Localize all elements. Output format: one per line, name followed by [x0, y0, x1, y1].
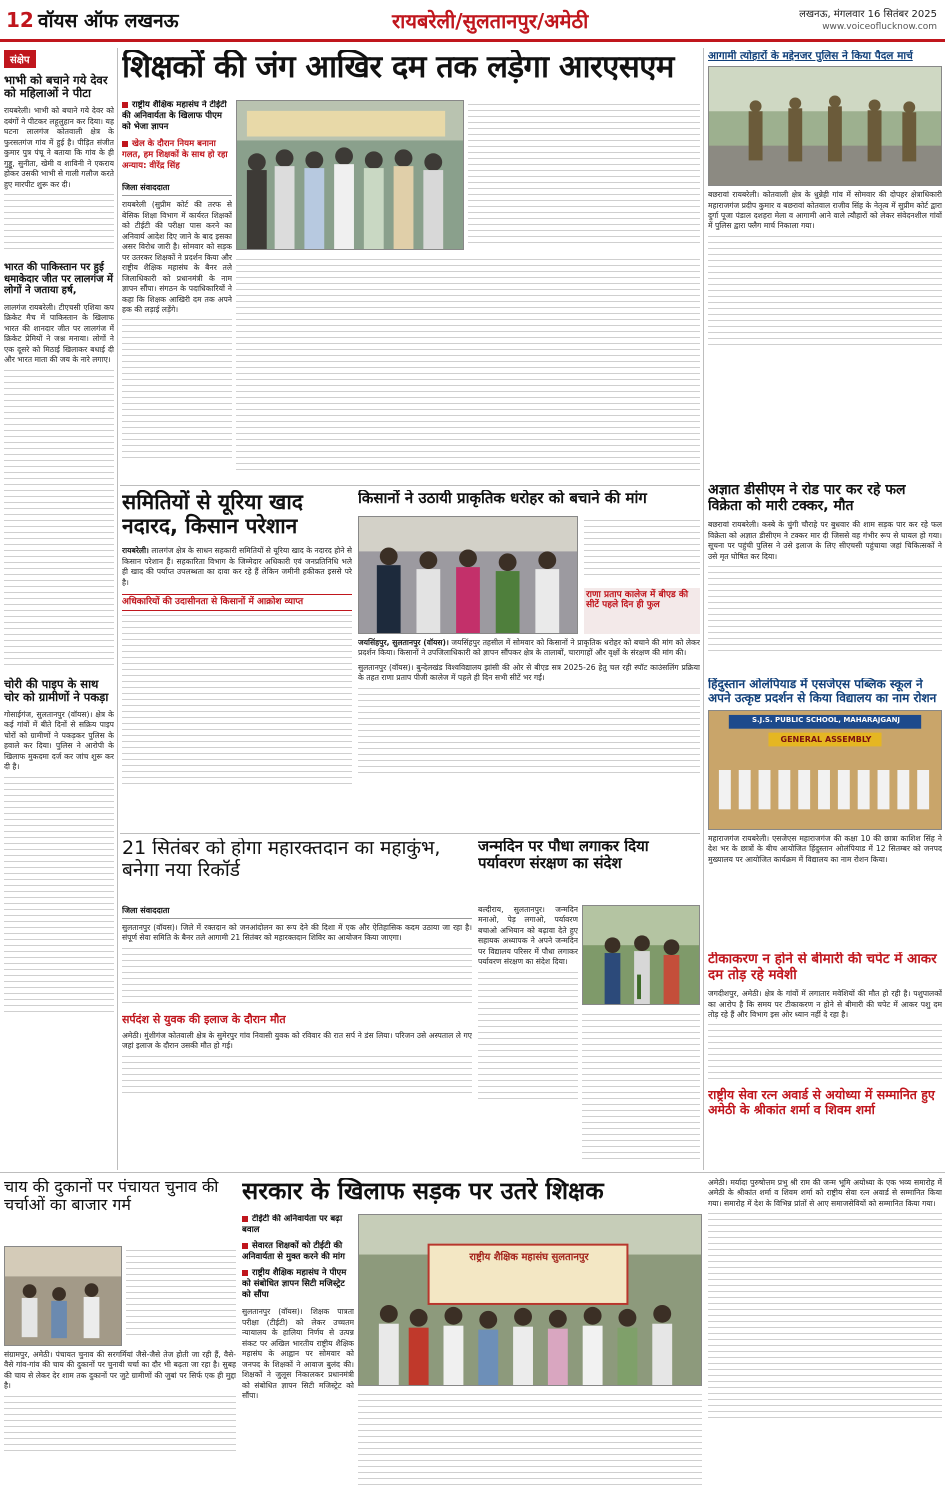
right-school-story: [708, 678, 942, 950]
police-headline: आगामी त्योहारों के मद्देनजर पुलिस ने किया पैदल मार्च: [708, 50, 913, 62]
heritage-body: [358, 638, 700, 830]
rana-story-box: [584, 588, 700, 634]
lead-text: रायबरेली (सुप्रीम कोर्ट की तरफ से बेसिक शिक्षा विभाग में कार्यरत शिक्षकों को टीईटी की परीक्षा पास करने का अनिवार्य आदेश दिए जाने के बाद इसका असर विरोध जारी है। सोमवार को सड़क पर उतरकर शिक्षकों ने प्रदर्शन किया और राष्ट्रीय शैक्षिक महासंघ के बैनर तले जिलाधिकारी को प्रधानमंत्री के नाम ज्ञापन सौंपा। संगठन के पदाधिकारियों ने कहा कि शिक्षक आखिरी दम तक अपने हक की लड़ाई लड़ेंगे।: [122, 200, 232, 314]
snake-text: अमेठी। मुंशीगंज कोतवाली क्षेत्र के सुमेरपुर गांव निवासी युवक को रविवार की रात सर्प ने डंस लिया। परिजन उसे अस्पताल ले गए जहां इलाज के दौरान उसकी मौत हो गई।: [122, 1030, 472, 1051]
paper-name: वॉयस ऑफ लखनऊ: [38, 10, 179, 32]
assembly-banner: GENERAL ASSEMBLY: [780, 734, 872, 744]
lead-sidebar: [122, 100, 232, 480]
row-rule: [0, 1172, 945, 1173]
school-photo: [708, 710, 942, 830]
tea-photo: [4, 1246, 122, 1346]
lead-bullet-2: खेल के दौरान नियम बनाना गलत, हम शिक्षकों के साथ हो रहा अन्याय: वीरेंद्र सिंह: [122, 139, 228, 172]
accident-headline: अज्ञात डीसीएम ने रोड पार कर रहे फल विक्रेता को मारी टक्कर, मौत: [708, 482, 906, 515]
lead-bullet-1: राष्ट्रीय शैक्षिक महासंघ ने टीईटी की अनिवार्यता के खिलाफ पीएम को भेजा ज्ञापन: [122, 100, 227, 133]
heritage-photo: [358, 516, 578, 634]
tea-story: [4, 1350, 236, 1496]
date-line: लखनऊ, मंगलवार 16 सितंबर 2025: [799, 9, 937, 20]
school-assembly-image: [709, 711, 941, 829]
urea-dateline: रायबरेली।: [122, 546, 149, 556]
rally-banner: राष्ट्रीय शैक्षिक महासंघ सुलतानपुर: [469, 1252, 589, 1263]
blood-headline: 21 सितंबर को होगा महारक्तदान का महाकुंभ, बनेगा नया रिकॉर्ड: [122, 838, 441, 881]
heritage-text: जयसिंहपुर, सुलतानपुर (वॉयस)। जयसिंहपुर तहसील में सोमवार को किसानों ने प्राकृतिक धरोहर को बचाने की मांग को लेकर प्रदर्शन किया। किसानों ने उपजिलाधिकारी को ज्ञापन सौंपकर क्षेत्र के तालाबों, चारागाहों और वृक्षों के संरक्षण की मांग की।: [358, 638, 700, 658]
tea-headline: चाय की दुकानों पर पंचायत चुनाव की चर्चाओं का बाजार गर्म: [4, 1178, 219, 1215]
protest-photo: [358, 1214, 702, 1386]
column-rule: [117, 48, 118, 1170]
right-accident-story: [708, 482, 942, 677]
birthday-continued: [582, 1010, 700, 1167]
rana-headline: राणा प्रताप कालेज में बीएड की सीटें पहले दिन ही फुल: [586, 590, 689, 611]
urea-text: रायबरेली। लालगंज क्षेत्र के साधन सहकारी समितियों से यूरिया खाद के नदारद होने से किसान परेशान हैं। सहकारिता विभाग के जिम्मेदार अधिकारी एवं जनप्रतिनिधि भले ही खाद की पर्याप्त उपलब्धता का दावा कर रहे हैं लेकिन जमीनी हकीकत इससे परे है।: [122, 546, 352, 587]
right-police-story: [708, 50, 942, 480]
farmers-memorandum-image: [359, 517, 577, 633]
blood-dateline: जिला संवाददाता: [122, 905, 472, 919]
brief-text-3: गोसाईगंज, सुलतानपुर (वॉयस)। क्षेत्र के कई गांवों में बीते दिनों से सक्रिय पाइप चोरों को ग्रामीणों ने पकड़कर पुलिस के हवाले कर दिया। पुलिस ने आरोपी के खिलाफ मुकदमा दर्ज कर जांच शुरू कर दी है।: [4, 709, 114, 772]
lead-continued: [468, 100, 700, 250]
protest-bullet-1: टीईटी की अनिवार्यता पर बढ़ा बवाल: [242, 1214, 343, 1236]
urea-headline: समितियों से यूरिया खाद नदारद, किसान परेशान: [122, 490, 303, 539]
protest-headline: सरकार के खिलाफ सड़क पर उतरे शिक्षक: [242, 1178, 604, 1205]
school-text: महाराजगंज रायबरेली। एसजेएस महाराजगंज की कक्षा 10 की छात्रा काशिश सिंह ने देश भर के छात्रों के बीच आयोजित हिंदुस्तान ओलंपियाड में 12 सितम्बर को जनपद मुख्यालय पर आयोजित कार्यक्रम में विद्यालय का नाम रोशन किया।: [708, 833, 942, 864]
police-text: बछरावां रायबरेली। कोतवाली क्षेत्र के धुन्नेही गांव में सोमवार की दोपहर क्षेत्राधिकारी महाराजगंज प्रदीप कुमार व बछरावां कोतवाल राजीव सिंह के नेतृत्व में सुप्रीम कोर्ट द्वारा दुर्गा पूजा पंडाल दशहरा मेला व आगामी आने वाले त्यौहारों को लेकर संवेदनशील गांवों में पुलिस द्वारा फ्लैग मार्च निकाला गया।: [708, 190, 942, 231]
urea-story: [122, 490, 352, 828]
award-headline: राष्ट्रीय सेवा रत्न अवार्ड से अयोध्या में सम्मानित हुए अमेठी के श्रीकांत शर्मा व शिवम शर्मा: [708, 1087, 935, 1117]
birthday-photo: [582, 905, 700, 1005]
lead-headline: शिक्षकों की जंग आखिर दम तक लड़ेगा आरएसएम: [122, 50, 674, 85]
teachers-rally-image: [359, 1215, 701, 1385]
birthday-story: [478, 905, 578, 1167]
right-vaccine-story: [708, 952, 942, 1172]
brief-text-2: लालगंज रायबरेली। टीएचसी एशिया कप क्रिकेट मैच में पाकिस्तान के खिलाफ भारत की शानदार जीत पर लालगंज में क्रिकेट प्रेमियों ने जश्न मनाया। लोगों ने एक दूसरे को मिठाई खिलाकर बधाई दी और भारत माता की जय के नारे लगाए।: [4, 302, 114, 365]
award-story: [708, 1178, 942, 1496]
police-march-image: [709, 67, 941, 185]
school-headline: हिंदुस्तान ओलंपियाड में एसजेएस पब्लिक स्कूल ने अपने उत्कृष्ट प्रदर्शन से किया विद्यालय का नाम रोशन: [708, 678, 937, 705]
rana-text: सुलतानपुर (वॉयस)। बुन्देलखंड विश्वविद्यालय झांसी की ओर से बीएड सत्र 2025-26 हेतु चल रही स्पॉट काउंसलिंग प्रक्रिया के तहत राणा प्रताप पीजी कालेज में पहले ही दिन सभी सीटें भर गईं।: [358, 662, 700, 683]
protest-headline-box: [242, 1178, 702, 1210]
vaccine-headline: टीकाकरण न होने से बीमारी की चपेट में आकर दम तोड़ रहे मवेशी: [708, 952, 937, 983]
tea-headline-box: [4, 1178, 236, 1242]
brief-headline-1: भाभी को बचाने गये देवर को महिलाओं ने पीटा: [4, 73, 108, 101]
heritage-dateline: जयसिंहपुर, सुलतानपुर (वॉयस)।: [358, 638, 449, 647]
left-briefs-column: [4, 48, 114, 1166]
protest-text: सुलतानपुर (वॉयस)। शिक्षक पात्रता परीक्षा (टीईटी) को लेकर उच्चतम न्यायालय के हालिया निर्णय से उत्पन्न संकट पर अखिल भारतीय राष्ट्रीय शैक्षिक महासंघ के आह्वान पर सोमवार को जनपद के शिक्षकों ने आवाज बुलंद की। शिक्षकों ने जुलूस निकालकर प्रधानमंत्री को संबोधित ज्ञापन सिटी मजिस्ट्रेट को सौंपा।: [242, 1307, 354, 1401]
column-rule: [703, 48, 704, 1170]
lead-dateline: जिला संवाददाता: [122, 182, 232, 196]
birthday-headline-box: [478, 838, 700, 898]
brief-headline-2: भारत की पाकिस्तान पर हुई धमाकेदार जीत पर लालगंज में लोगों ने जताया हर्ष,: [4, 262, 113, 297]
tea-side-text: [126, 1246, 236, 1346]
accident-text: बछरावां रायबरेली। कस्बे के चुंगी चौराहे पर बुधवार की शाम सड़क पार कर रहे फल विक्रेता को अज्ञात डीसीएम ने टक्कर मार दी जिससे वह गंभीर रूप से घायल हो गया। सूचना पर पहुंची पुलिस ने उसे इलाज के लिए सीएचसी पहुंचाया जहां चिकित्सकों ने उसे मृत घोषित कर दिया।: [708, 520, 942, 561]
heritage-headline-box: [358, 490, 700, 514]
page-number: 12: [6, 8, 34, 32]
protest-crowd-image: [237, 101, 463, 249]
row-rule: [120, 485, 700, 486]
blood-story: [122, 905, 472, 1167]
brief-text-1: रायबरेली। भाभी को बचाने गये देवर को दबंगों ने पीटकर लहूलुहान कर दिया। यह घटना लालगंज कोतवाली क्षेत्र के फुरसतगंज गांव में हुई है। पीड़ित संजीत कुमार पुत्र पंचू ने बताया कि गांव के ही गुड्डू, सुनीता, खेमी व शाविनी ने एकराय होकर उसकी भाभी से गाली गलौज करते हुए मारपीट शुरू कर दी।: [4, 106, 114, 189]
lead-photo: [236, 100, 464, 250]
birthday-headline: जन्मदिन पर पौधा लगाकर दिया पर्यावरण संरक्षण का संदेश: [478, 838, 649, 873]
urea-subhead: अधिकारियों की उदासीनता से किसानों में आक्रोश व्याप्त: [122, 594, 352, 610]
blood-headline-box: [122, 838, 472, 898]
website: www.voiceoflucknow.com: [822, 22, 937, 32]
lead-body-columns: [236, 255, 700, 480]
heritage-headline: किसानों ने उठायी प्राकृतिक धरोहर को बचाने की मांग: [358, 490, 647, 507]
heritage-continued: [584, 516, 700, 586]
brief-headline-3: चोरी की पाइप के साथ चोर को ग्रामीणों ने पकड़ा: [4, 676, 109, 704]
section-title: रायबरेली/सुलतानपुर/अमेठी: [392, 9, 589, 33]
lead-headline-box: [122, 50, 700, 94]
masthead: [0, 0, 945, 42]
birthday-text: बल्दीराय, सुलतानपुर। जन्मदिन मनाओ, पेड़ लगाओ, पर्यावरण बचाओ अभियान को बढ़ावा देते हुए सहायक अध्यापक ने अपने जन्मदिन पर विद्यालय परिसर में पौधा लगाकर पर्यावरण संरक्षण का संदेश दिया।: [478, 905, 578, 967]
snake-headline: सर्पदंश से युवक की इलाज के दौरान मौत: [122, 1012, 286, 1026]
protest-sidebar: [242, 1214, 354, 1496]
protest-bullet-3: राष्ट्रीय शैक्षिक महासंघ ने पीएम को संबोधित ज्ञापन सिटी मजिस्ट्रेट को सौंपा: [242, 1268, 347, 1301]
protest-bullet-2: सेवारत शिक्षकों को टीईटी की अनिवार्यता से मुक्त करने की मांग: [242, 1241, 345, 1263]
tree-planting-image: [583, 906, 699, 1004]
police-photo: [708, 66, 942, 186]
blood-text: सुलतानपुर (वॉयस)। जिले में रक्तदान को जनआंदोलन का रूप देने की दिशा में एक और ऐतिहासिक कदम उठाया जा रहा है। संपूर्ण सेवा समिति के बैनर तले आगामी 21 सितंबर को महारक्तदान शिविर का आयोजन किया जाएगा।: [122, 923, 472, 943]
tea-text: संग्रामपुर, अमेठी। पंचायत चुनाव की सरगर्मियां जैसे-जैसे तेज होती जा रही हैं, वैसे-वैसे गांव-गांव की चाय की दुकानों पर चुनावी चर्चा का दौर भी बढ़ता जा रहा है। सुबह की चाय से लेकर देर शाम तक दुकानों पर जुटे ग्रामीणों की जुबां पर सिर्फ एक ही मुद्दा है।: [4, 1350, 236, 1391]
tea-stall-image: [5, 1247, 121, 1345]
row-rule: [120, 833, 700, 834]
protest-body: [358, 1390, 702, 1496]
briefs-label: संक्षेप: [4, 50, 36, 68]
school-sign: S.J.S. PUBLIC SCHOOL, MAHARAJGANJ: [751, 715, 901, 724]
award-text: अमेठी। मर्यादा पुरुषोत्तम प्रभु श्री राम की जन्म भूमि अयोध्या के एक भव्य समारोह में अमेठी के श्रीकांत शर्मा व शिवम शर्मा को राष्ट्रीय सेवा रत्न अवार्ड से सम्मानित किया गया। समारोह में देश के विभिन्न प्रांतों से आए समाजसेवियों को सम्मानित किया गया।: [708, 1178, 942, 1208]
vaccine-text: जगदीशपुर, अमेठी। क्षेत्र के गांवों में लगातार मवेशियों की मौत हो रही है। पशुपालकों का आरोप है कि समय पर टीकाकरण न होने से बीमारी की चपेट में आकर पशु दम तोड़ रहे हैं और विभाग इस ओर ध्यान नहीं दे रहा है।: [708, 989, 942, 1019]
